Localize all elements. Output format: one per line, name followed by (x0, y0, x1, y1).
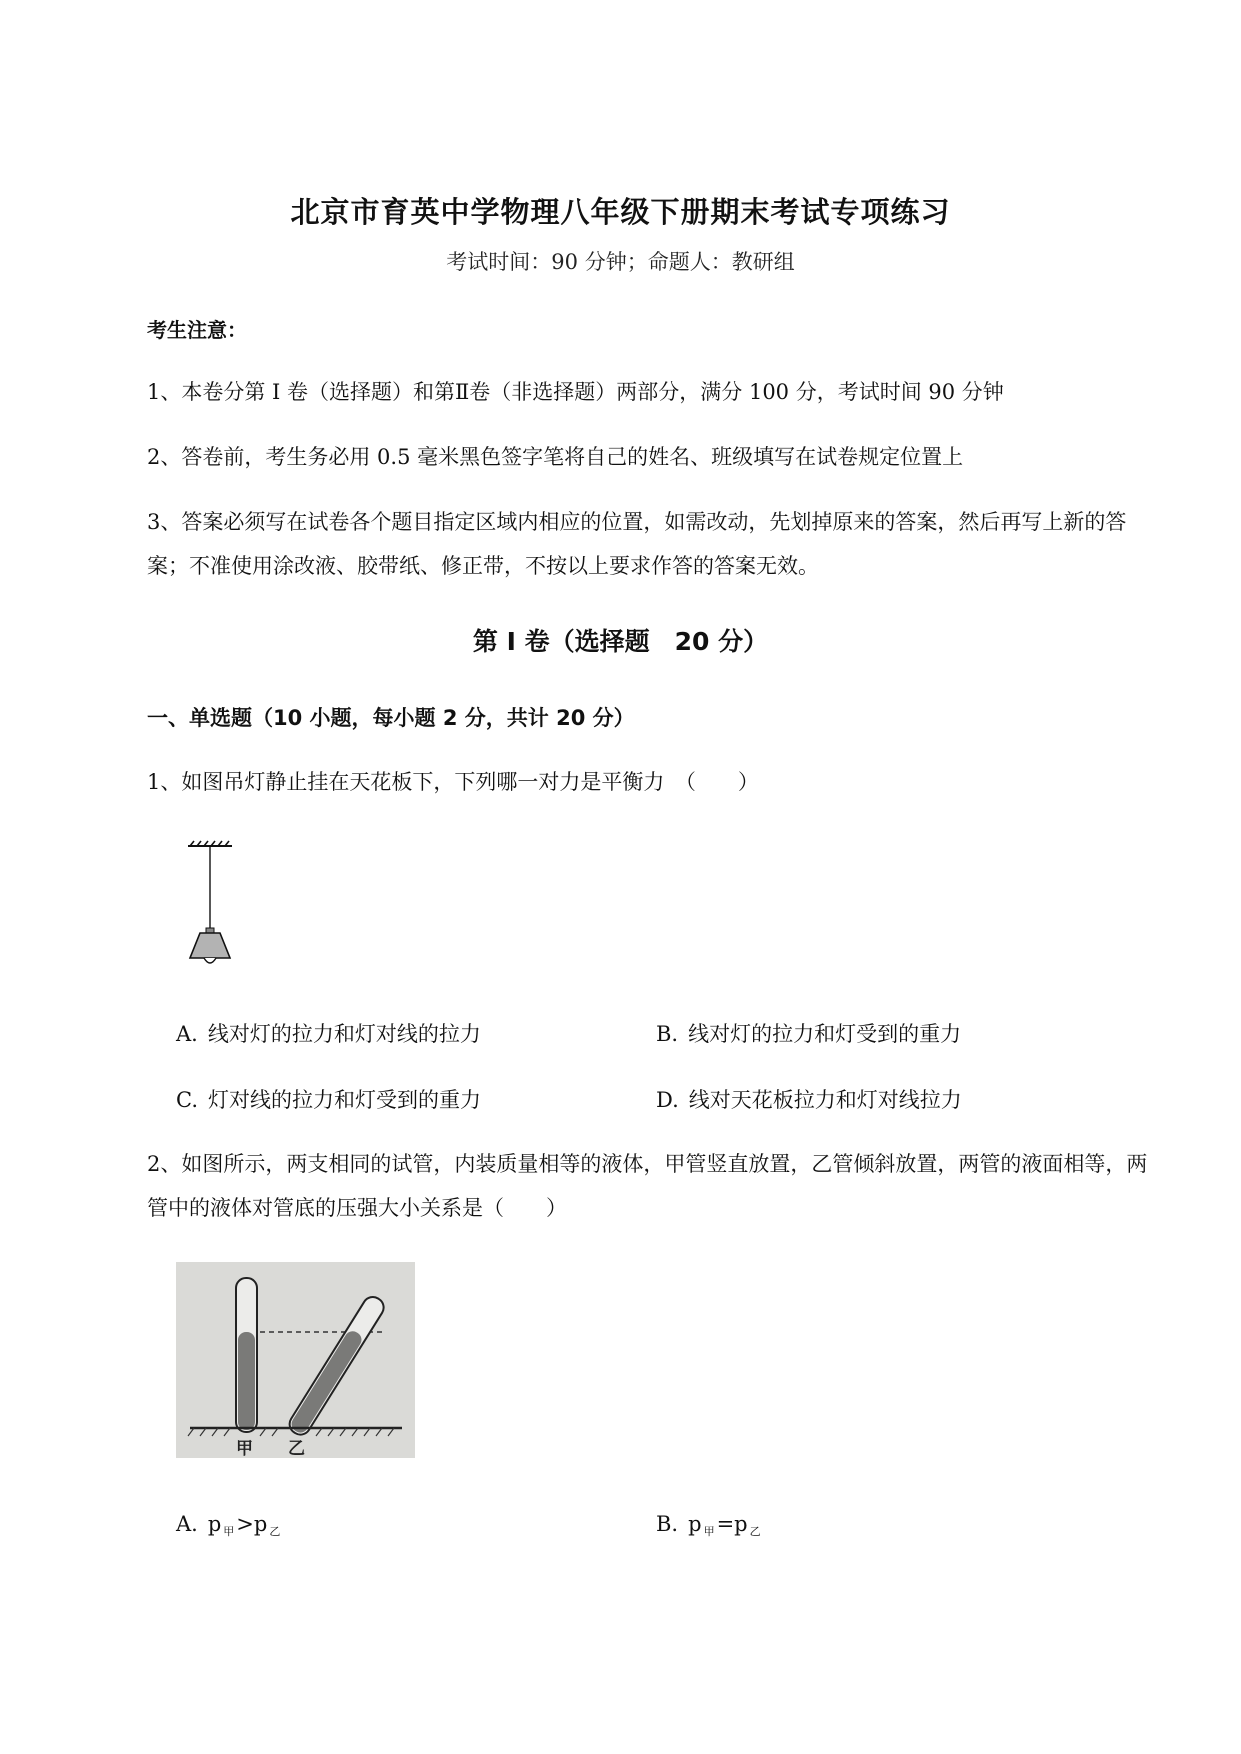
option-letter: D. (656, 1088, 679, 1112)
option-letter: A. (176, 1512, 198, 1536)
option-text: 线对天花板拉力和灯对线拉力 (688, 1088, 962, 1112)
pendant-lamp-figure (176, 840, 246, 970)
option-letter: C. (176, 1088, 198, 1112)
q1-option-d[interactable] (656, 1084, 962, 1114)
subscript-yi: 乙 (749, 1525, 761, 1538)
section-title: 第 I 卷（选择题 20 分） (472, 627, 769, 656)
operator: = (716, 1512, 735, 1536)
pressure-symbol: p (734, 1512, 748, 1536)
q2-option-b[interactable] (656, 1512, 763, 1539)
option-letter: A. (176, 1022, 198, 1046)
test-tubes-figure (176, 1262, 415, 1458)
q1-option-c[interactable] (176, 1084, 481, 1114)
option-text: 灯对线的拉力和灯受到的重力 (208, 1088, 481, 1112)
q1-option-a[interactable] (176, 1018, 481, 1048)
exam-subtitle: 考试时间：90 分钟；命题人：教研组 (446, 250, 795, 274)
q1-option-b[interactable] (656, 1018, 961, 1048)
option-letter: B. (656, 1512, 679, 1536)
subscript-jia: 甲 (223, 1525, 235, 1538)
option-text: 线对灯的拉力和灯受到的重力 (688, 1022, 962, 1046)
tube-label-yi: 乙 (288, 1439, 305, 1458)
question-1-stem: 1、如图吊灯静止挂在天花板下，下列哪一对力是平衡力 （ ） (147, 770, 759, 794)
page-title: 北京市育英中学物理八年级下册期末考试专项练习 (290, 195, 951, 229)
pressure-symbol: p (688, 1512, 702, 1536)
pressure-symbol: p (253, 1512, 268, 1536)
question-2-stem: 2、如图所示，两支相同的试管，内装质量相等的液体，甲管竖直放置，乙管倾斜放置，两管的液面相等，两管中的液体对管底的压强大小关系是（ ） (147, 1152, 1148, 1220)
option-text: 线对灯的拉力和灯对线的拉力 (207, 1022, 481, 1046)
subscript-yi: 乙 (269, 1525, 281, 1538)
option-letter: B. (656, 1022, 679, 1046)
subscript-jia: 甲 (703, 1525, 715, 1538)
part-heading: 一、单选题（10 小题，每小题 2 分，共计 20 分） (147, 706, 635, 730)
notice-heading: 考生注意： (147, 318, 247, 342)
pressure-symbol: p (207, 1512, 222, 1536)
operator: > (236, 1512, 254, 1536)
notice-item-3: 3、答案必须写在试卷各个题目指定区域内相应的位置，如需改动，先划掉原来的答案，然后再写上新的答案；不准使用涂改液、胶带纸、修正带，不按以上要求作答的答案无效。 (147, 510, 1127, 578)
notice-item-1: 1、本卷分第 I 卷（选择题）和第Ⅱ卷（非选择题）两部分，满分 100 分，考试时间 90 分钟 (147, 380, 1004, 404)
notice-item-2: 2、答卷前，考生务必用 0.5 毫米黑色签字笔将自己的姓名、班级填写在试卷规定位置上 (147, 445, 964, 469)
test-tubes-photo (176, 1262, 415, 1458)
tube-label-jia: 甲 (236, 1439, 253, 1458)
q2-option-a[interactable] (176, 1512, 282, 1539)
